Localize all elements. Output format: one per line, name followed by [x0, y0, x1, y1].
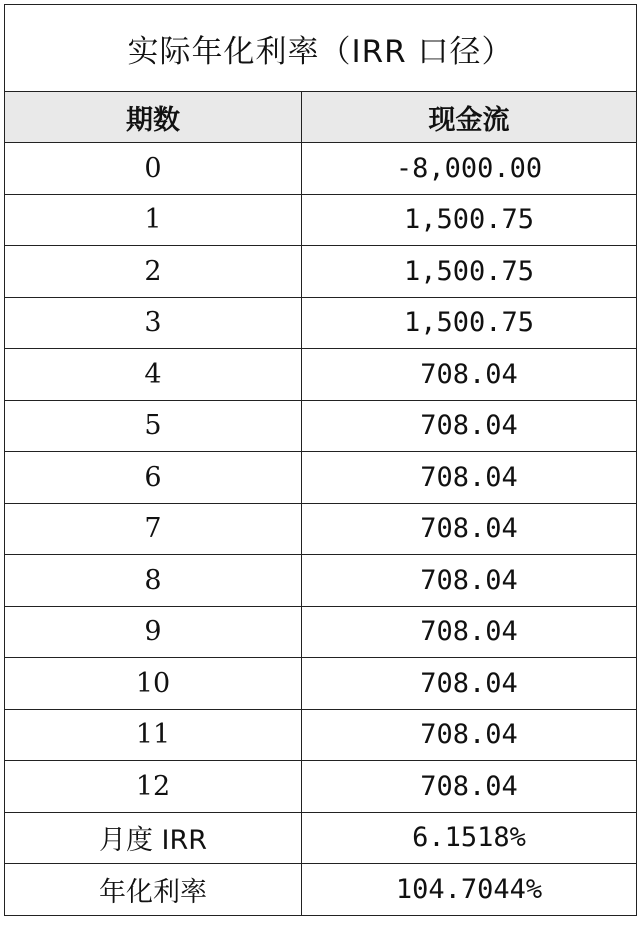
title-row	[5, 5, 637, 92]
table-row	[5, 606, 637, 658]
period-cell: 12	[5, 761, 302, 813]
period-cell: 1	[5, 194, 302, 246]
table-title: 实际年化利率（IRR 口径）	[5, 5, 637, 92]
table-row	[5, 349, 637, 401]
header-row	[5, 92, 637, 143]
period-cell: 7	[5, 503, 302, 555]
cashflow-cell: 1,500.75	[302, 246, 637, 298]
period-cell: 4	[5, 349, 302, 401]
period-cell: 10	[5, 658, 302, 710]
period-cell: 3	[5, 297, 302, 349]
cashflow-cell: 1,500.75	[302, 297, 637, 349]
cashflow-cell: 708.04	[302, 452, 637, 504]
cashflow-cell: -8,000.00	[302, 143, 637, 195]
table-row	[5, 452, 637, 504]
table-row	[5, 761, 637, 813]
cashflow-cell: 708.04	[302, 709, 637, 761]
table-row	[5, 400, 637, 452]
table-row	[5, 297, 637, 349]
table-body	[5, 5, 637, 916]
period-cell: 11	[5, 709, 302, 761]
cashflow-cell: 708.04	[302, 761, 637, 813]
table-row	[5, 555, 637, 607]
table-row	[5, 194, 637, 246]
period-cell: 6	[5, 452, 302, 504]
table-row	[5, 143, 637, 195]
cashflow-cell: 708.04	[302, 555, 637, 607]
monthly-irr-value: 6.1518%	[302, 812, 637, 864]
period-column-header: 期数	[5, 92, 302, 143]
annual-rate-row	[5, 864, 637, 916]
cashflow-cell: 708.04	[302, 400, 637, 452]
period-cell: 2	[5, 246, 302, 298]
cashflow-cell: 1,500.75	[302, 194, 637, 246]
cashflow-column-header: 现金流	[302, 92, 637, 143]
cashflow-cell: 708.04	[302, 503, 637, 555]
period-cell: 8	[5, 555, 302, 607]
annual-rate-value: 104.7044%	[302, 864, 637, 916]
cashflow-cell: 708.04	[302, 658, 637, 710]
table-row	[5, 503, 637, 555]
period-cell: 5	[5, 400, 302, 452]
table-row	[5, 658, 637, 710]
cashflow-cell: 708.04	[302, 349, 637, 401]
period-cell: 0	[5, 143, 302, 195]
table-row	[5, 709, 637, 761]
monthly-irr-label: 月度 IRR	[5, 812, 302, 864]
period-cell: 9	[5, 606, 302, 658]
cashflow-cell: 708.04	[302, 606, 637, 658]
irr-table	[4, 4, 637, 916]
monthly-irr-row	[5, 812, 637, 864]
table-row	[5, 246, 637, 298]
annual-rate-label: 年化利率	[5, 864, 302, 916]
